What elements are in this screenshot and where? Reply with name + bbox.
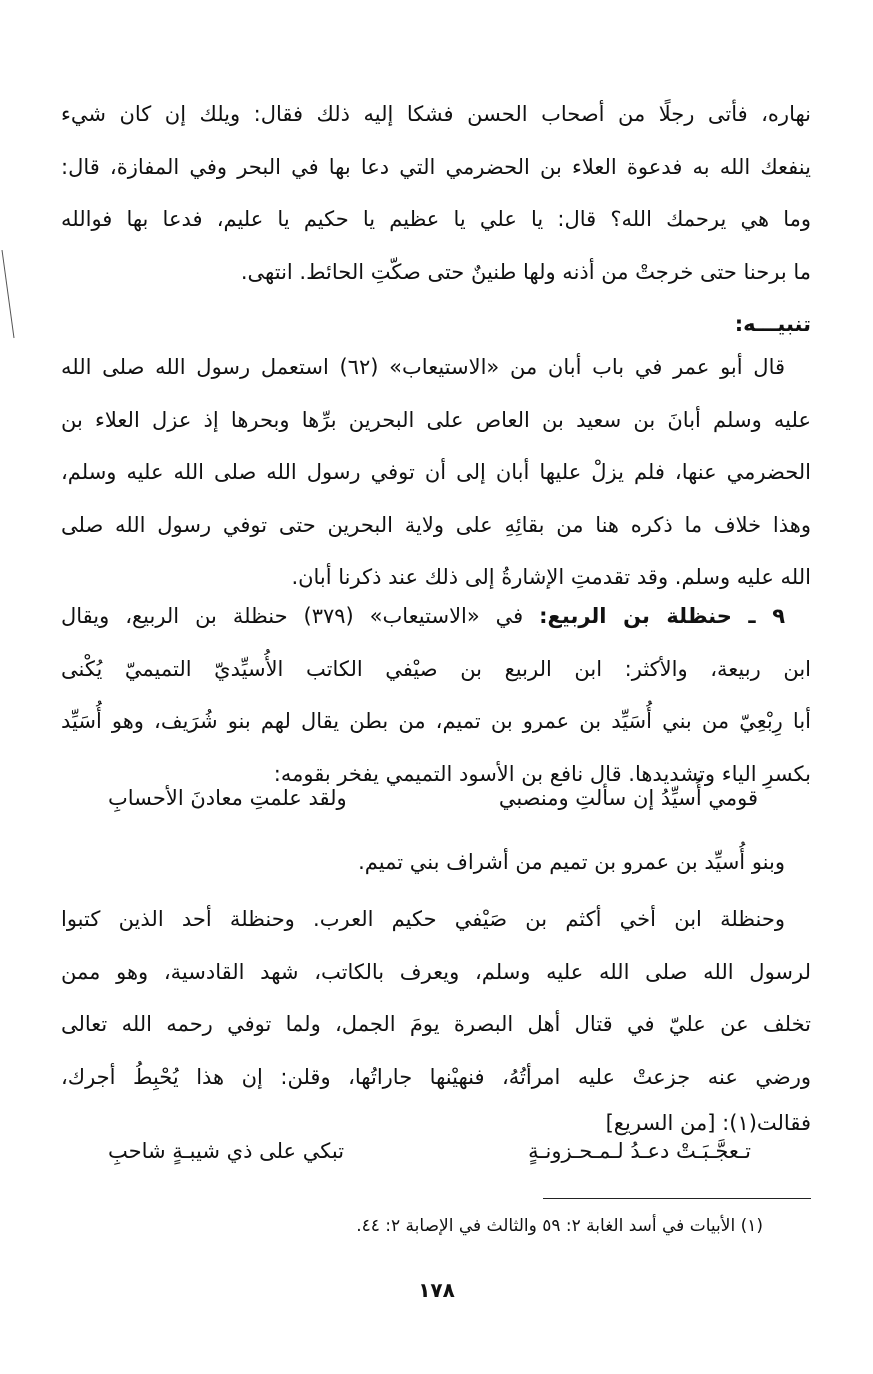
text-line: الحضرمي عنها، فلم يزلْ عليها أبان إلى أن توفي رسول الله صلى الله عليه وسلم،: [61, 460, 811, 484]
text-line: لرسول الله صلى الله عليه وسلم، ويعرف بالكاتب، شهد القادسية، وهو ممن: [61, 959, 811, 984]
text-line: وهذا خلاف ما ذكره هنا من بقائِهِ على ولاية البحرين حتى توفي رسول الله صلى: [61, 512, 811, 537]
text-line: نهاره، فأتى رجلًا من أصحاب الحسن فشكا إليه ذلك فقال: ويلك إن كان شيء: [61, 102, 811, 126]
scan-margin-line: [0, 250, 20, 340]
paragraph-continuation: [61, 88, 811, 298]
text-line: ما برحنا حتى خرجتْ من أذنه ولها طنينٌ حتى صكّتِ الحائط. انتهى.: [240, 259, 811, 284]
text-line: ينفعك الله به فدعوة العلاء بن الحضرمي التي دعا بها في البحر وفي المفازة، قال:: [61, 154, 811, 179]
entry-first-line: [61, 590, 811, 643]
verse-first-hemistich: تـعجَّـبَـتْ دعـدُ لـمـحـزونـةٍ: [528, 1139, 751, 1163]
verse-couplet: [0, 772, 873, 824]
entry-9: [61, 590, 811, 800]
verse-second-hemistich: تبكي على ذي شيبـةٍ شاحبِ: [108, 1139, 345, 1163]
verse-continuation: [61, 836, 811, 889]
text-line: قال أبو عمر في باب أبان من «الاستيعاب» (٦٢) استعمل رسول الله صلى الله: [61, 355, 785, 379]
footnote: (١) الأبيات في أسد الغابة ٢: ٥٩ والثالث في الإصابة ٢: ٤٤.: [356, 1216, 763, 1236]
text-line: ورضي عنه جزعتْ عليه امرأتُهُ، فنهيْنها جاراتُها، وقلن: إن هذا يُحْبِطُ أجرك،: [61, 1064, 811, 1089]
text-line: وما هي يرحمك الله؟ قال: يا علي يا عظيم يا حكيم يا عليم، فدعا بها فوالله: [61, 207, 811, 231]
paragraph-hanzala: [61, 893, 811, 1143]
verse-second-hemistich: ولقد علمتِ معادنَ الأحسابِ: [108, 786, 347, 810]
text-line: ابن ربيعة، والأكثر: ابن الربيع بن صيْفي الكاتب الأُسيِّديّ التميميّ يُكْنى: [61, 656, 811, 681]
text-line: الله عليه وسلم. وقد تقدمتِ الإشارةُ إلى ذلك عند ذكرنا أبان.: [291, 565, 811, 589]
text-line: فقالت(١): [من السريع]: [605, 1111, 811, 1135]
verse-first-hemistich: قومي أُسيِّدُ إن سألتِ ومنصبي: [498, 786, 758, 810]
text-line: عليه وسلم أبانَ بن سعيد بن العاص على البحرين برِّها وبحرها إذ عزل العلاء بن: [61, 407, 811, 432]
entry-text: في «الاستيعاب» (٣٧٩) حنظلة بن الربيع، ويقال: [61, 604, 524, 628]
verse-couplet: [0, 1125, 873, 1177]
text-line: بكسرِ الياء وتشديدها. قال نافع بن الأسود التميمي يفخر بقومه:: [273, 761, 811, 786]
text-line: أبا رِبْعِيّ من بني أُسَيِّد بن عمرو بن تميم، من بطن يقال لهم بنو شُرَيف، وهو أُسَيِّد: [61, 709, 811, 733]
page-number: ١٧٨: [418, 1278, 455, 1302]
entry-heading: ٩ ـ حنظلة بن الربيع:: [539, 604, 786, 628]
text-line: تخلف عن عليّ في قتال أهل البصرة يومَ الجمل، ولما توفي رحمه الله تعالى: [61, 1012, 811, 1036]
footnote-divider: [543, 1198, 811, 1199]
text-line: وحنظلة ابن أخي أكثم بن صَيْفي حكيم العرب. وحنظلة أحد الذين كتبوا: [61, 907, 785, 931]
notice-paragraph: [61, 341, 811, 604]
text-line: وبنو أُسيِّد بن عمرو بن تميم من أشراف بني تميم.: [358, 850, 785, 874]
notice-heading: تنبيـــه:: [734, 312, 811, 336]
